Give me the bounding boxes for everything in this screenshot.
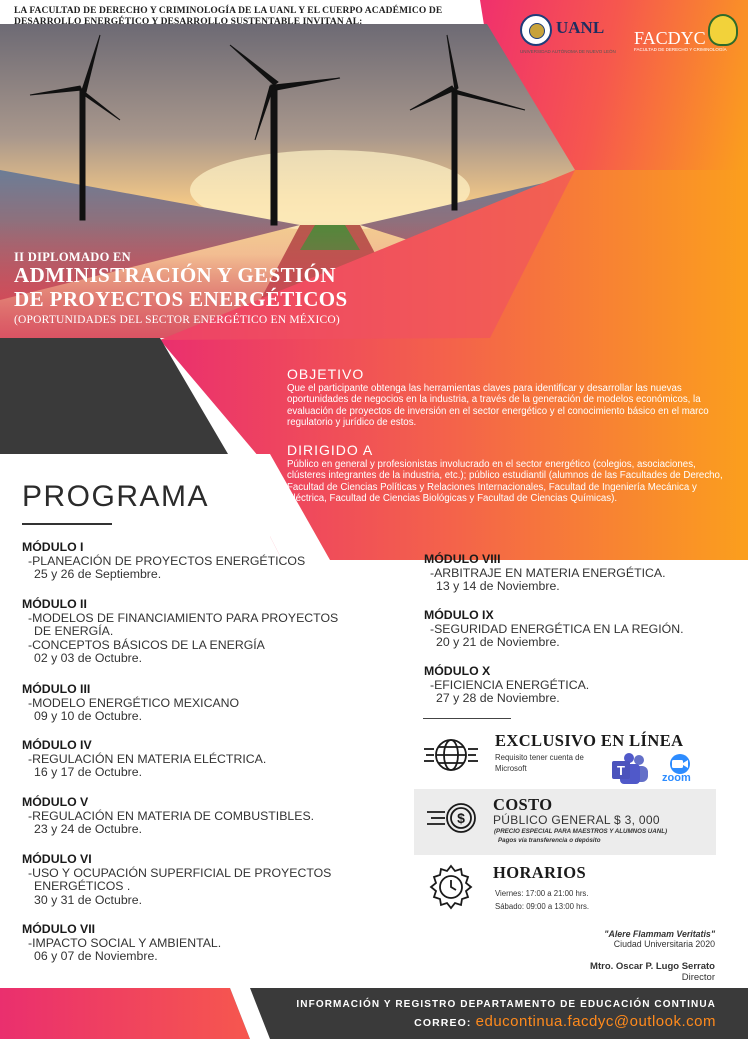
module-date: 06 y 07 de Noviembre. bbox=[34, 949, 158, 964]
gear-clock-icon bbox=[425, 863, 477, 911]
module-topic: DE ENERGÍA. bbox=[34, 624, 114, 639]
module-topic: -REGULACIÓN EN MATERIA DE COMBUSTIBLES. bbox=[28, 808, 315, 823]
module-1 bbox=[22, 541, 305, 582]
facdyc-logo-subtitle: FACULTAD DE DERECHO Y CRIMINOLOGÍA bbox=[634, 47, 727, 52]
info-divider bbox=[423, 718, 511, 719]
module-title: MÓDULO IV bbox=[22, 738, 92, 752]
svg-text:$: $ bbox=[457, 810, 465, 826]
module-date: 27 y 28 de Noviembre. bbox=[436, 691, 560, 706]
module-4 bbox=[22, 739, 266, 780]
module-topic: -IMPACTO SOCIAL Y AMBIENTAL. bbox=[28, 935, 222, 950]
module-10 bbox=[424, 665, 589, 706]
horarios-line1: Viernes: 17:00 a 21:00 hrs. bbox=[495, 889, 589, 898]
module-5 bbox=[22, 796, 314, 837]
uanl-logo-text: UANL bbox=[556, 18, 605, 37]
module-topic: ENERGÉTICOS . bbox=[34, 879, 131, 894]
exclusivo-title: EXCLUSIVO EN LÍNEA bbox=[495, 731, 684, 750]
module-title: MÓDULO VI bbox=[22, 852, 92, 866]
motto bbox=[560, 929, 715, 949]
diploma-title bbox=[14, 263, 348, 311]
module-date: 02 y 03 de Octubre. bbox=[34, 651, 143, 666]
teams-icon bbox=[610, 752, 650, 786]
diploma-pretitle: II DIPLOMADO EN bbox=[14, 250, 132, 264]
module-7 bbox=[22, 923, 221, 964]
module-title: MÓDULO III bbox=[22, 682, 91, 696]
facdyc-logo-text: FACDYC bbox=[634, 28, 706, 48]
svg-text:T: T bbox=[617, 763, 625, 778]
dirigido-text: Público en general y profesionistas involucrado en el sector energético (colegios, asociaciones, clústeres integrantes de la industria, etc.); público estudiantil (alumnos de las Facultades de Derecho, Facultad de Ciencias Políticas y Relaciones Internacionales, Facultad de Ingeniería Mecánica y Eléctrica, Facultad de Ciencias Biológicas y Facultad de Ciencias Químicas). bbox=[287, 459, 723, 505]
uanl-logo bbox=[520, 14, 618, 54]
module-date: 30 y 31 de Octubre. bbox=[34, 892, 143, 907]
motto-quote: "Alere Flammam Veritatis" bbox=[604, 929, 715, 939]
module-title: MÓDULO IX bbox=[424, 608, 494, 622]
costo-payment: Pagos vía transferencia o depósito bbox=[498, 837, 601, 844]
module-topic: -EFICIENCIA ENERGÉTICA. bbox=[430, 677, 590, 692]
uanl-seal-icon bbox=[520, 14, 552, 46]
costo-title: COSTO bbox=[493, 795, 553, 814]
module-date: 16 y 17 de Octubre. bbox=[34, 765, 143, 780]
module-topic: -PLANEACIÓN DE PROYECTOS ENERGÉTICOS bbox=[28, 553, 306, 568]
diploma-title-line1: ADMINISTRACIÓN Y GESTIÓN bbox=[14, 263, 336, 287]
module-8 bbox=[424, 553, 666, 594]
module-topic: -ARBITRAJE EN MATERIA ENERGÉTICA. bbox=[430, 565, 666, 580]
module-topic: -MODELOS DE FINANCIAMIENTO PARA PROYECTOS bbox=[28, 610, 339, 625]
signer-name: Mtro. Oscar P. Lugo Serrato bbox=[590, 961, 715, 972]
module-title: MÓDULO VII bbox=[22, 922, 96, 936]
programa-title: PROGRAMA bbox=[22, 480, 210, 513]
module-date: 13 y 14 de Noviembre. bbox=[436, 579, 560, 594]
horarios-title: HORARIOS bbox=[493, 863, 587, 882]
module-topic: -CONCEPTOS BÁSICOS DE LA ENERGÍA bbox=[28, 637, 265, 652]
exclusivo-note-line2: Microsoft bbox=[495, 764, 527, 773]
exclusivo-note-line1: Requisito tener cuenta de bbox=[495, 753, 584, 762]
module-6 bbox=[22, 853, 331, 907]
objetivo-text: Que el participante obtenga las herramientas claves para identificar y desarrollar las nuevas oportunidades de negocios en la industria, a través de la generación de modelos económicos, la evaluación de proyectos de inversión en el sector energético y el conocimiento básico en el marco regulatorio y jurídico de estos. bbox=[287, 383, 709, 429]
module-topic: -SEGURIDAD ENERGÉTICA EN LA REGIÓN. bbox=[430, 621, 684, 636]
module-topic: -REGULACIÓN EN MATERIA ELÉCTRICA. bbox=[28, 751, 267, 766]
horarios-times bbox=[495, 887, 589, 913]
module-title: MÓDULO II bbox=[22, 597, 87, 611]
facdyc-logo bbox=[634, 14, 742, 54]
module-topic: -USO Y OCUPACIÓN SUPERFICIAL DE PROYECTOS bbox=[28, 865, 332, 880]
motto-place: Ciudad Universitaria 2020 bbox=[613, 939, 715, 949]
footer-info: INFORMACIÓN Y REGISTRO DEPARTAMENTO DE EDUCACIÓN CONTINUA bbox=[296, 999, 716, 1010]
diploma-title-line2: DE PROYECTOS ENERGÉTICOS bbox=[14, 287, 348, 311]
module-date: 25 y 26 de Septiembre. bbox=[34, 567, 162, 582]
module-9 bbox=[424, 609, 684, 650]
module-date: 20 y 21 de Noviembre. bbox=[436, 635, 560, 650]
horarios-line2: Sábado: 09:00 a 13:00 hrs. bbox=[495, 902, 590, 911]
diploma-subtitle: (OPORTUNIDADES DEL SECTOR ENERGÉTICO EN MÉXICO) bbox=[14, 314, 340, 326]
dirigido-heading: DIRIGIDO A bbox=[287, 442, 374, 458]
footer-email-link[interactable]: educontinua.facdyc@outlook.com bbox=[475, 1013, 716, 1030]
module-title: MÓDULO V bbox=[22, 795, 89, 809]
module-title: MÓDULO X bbox=[424, 664, 491, 678]
zoom-label: zoom bbox=[662, 772, 691, 784]
footer-mail-label: CORREO: bbox=[414, 1017, 472, 1029]
module-title: MÓDULO VIII bbox=[424, 552, 501, 566]
footer-contact bbox=[0, 1013, 716, 1030]
module-topic: -MODELO ENERGÉTICO MEXICANO bbox=[28, 695, 240, 710]
invitation-text: LA FACULTAD DE DERECHO Y CRIMINOLOGÍA DE LA UANL Y EL CUERPO ACADÉMICO DE DESARROLLO ENERGÉTICO Y DESARROLLO SUSTENTABLE INVITAN AL: bbox=[14, 6, 443, 27]
coin-icon bbox=[427, 800, 479, 836]
objetivo-heading: OBJETIVO bbox=[287, 366, 365, 382]
exclusivo-note bbox=[495, 752, 584, 774]
uanl-logo-subtitle: UNIVERSIDAD AUTÓNOMA DE NUEVO LEÓN bbox=[520, 49, 616, 54]
module-title: MÓDULO I bbox=[22, 540, 84, 554]
costo-price: PÚBLICO GENERAL $ 3, 000 bbox=[493, 813, 660, 827]
facdyc-seal-icon bbox=[708, 14, 738, 46]
module-2 bbox=[22, 598, 338, 666]
module-date: 23 y 24 de Octubre. bbox=[34, 822, 143, 837]
signer bbox=[540, 961, 715, 983]
signer-role: Director bbox=[681, 972, 715, 983]
costo-special: (PRECIO ESPECIAL PARA MAESTROS Y ALUMNOS UANL) bbox=[494, 828, 668, 835]
programa-divider bbox=[22, 523, 112, 525]
module-date: 09 y 10 de Octubre. bbox=[34, 709, 143, 724]
module-3 bbox=[22, 683, 239, 724]
globe-network-icon bbox=[424, 735, 478, 775]
